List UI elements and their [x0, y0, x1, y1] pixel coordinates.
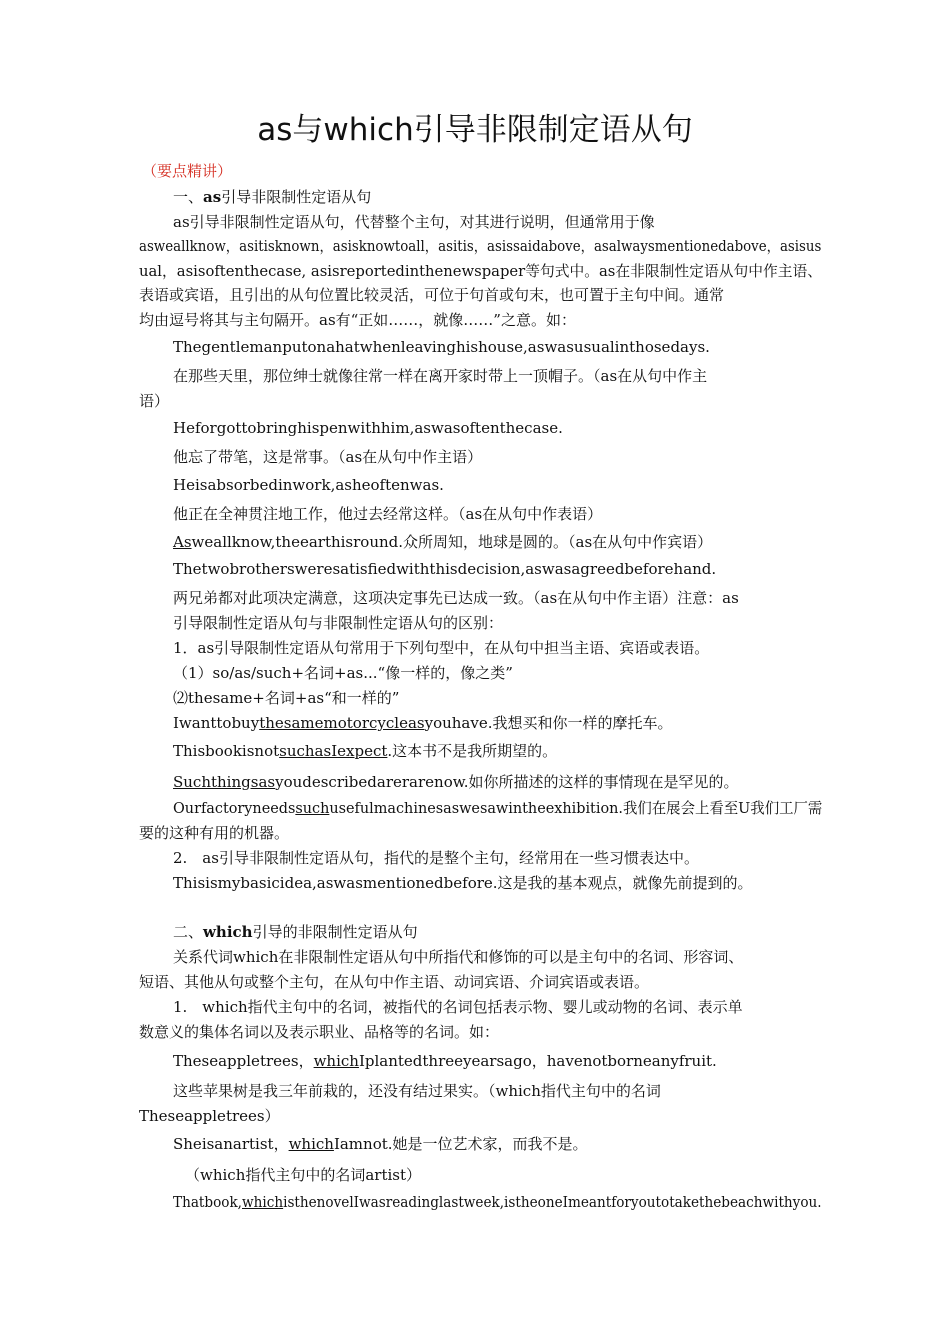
page-title: as与which引导非限制定语从句	[257, 112, 693, 148]
text-run: youdescribedarerarenow.如你所描述的这样的事情现在是罕见的。	[275, 773, 739, 791]
text-run: Thisismybasicidea,aswasmentionedbefore.这是我的基本观点，就像先前提到的。	[173, 874, 753, 892]
underlined-text: which	[242, 1193, 284, 1211]
underlined-text: As	[173, 533, 192, 551]
text-run: （which指代主句中的名词artist）	[185, 1166, 422, 1184]
text-line	[173, 847, 699, 869]
text-run: 短语、其他从句或整个主句，在从句中作主语、动词宾语、介词宾语或表语。	[139, 973, 650, 991]
text-line	[173, 446, 482, 468]
text-run: Thisbookisnot	[173, 742, 280, 760]
text-run: 要的这种有用的机器。	[139, 824, 290, 842]
text-run: （要点精讲）	[142, 162, 233, 180]
text-run: 1. which指代主句中的名词，被指代的名词包括表示物、婴儿或动物的名词、表示单	[173, 998, 743, 1016]
text-line	[173, 797, 822, 819]
text-run: 1．as引导限制性定语从句常用于下列句型中，在从句中担当主语、宾语或表语。	[173, 639, 710, 657]
text-line	[139, 971, 649, 993]
text-line	[173, 186, 371, 208]
text-run: 关系代词which在非限制性定语从句中所指代和修饰的可以是主句中的名词、形容词、	[173, 948, 744, 966]
text-line	[173, 637, 709, 659]
underlined-text: thesamemotorcycleas	[259, 714, 425, 732]
text-line	[173, 687, 399, 709]
text-run: Thatbook,	[173, 1193, 243, 1211]
text-run: weallknow,theearthisround.众所周知，地球是圆的。（as在从句中作宾语）	[191, 533, 713, 551]
text-line	[173, 211, 655, 233]
text-line	[139, 822, 289, 844]
text-line	[173, 996, 743, 1018]
text-run: Heisabsorbedinwork,asheoftenwas.	[173, 476, 444, 494]
underlined-text: suchasIexpect	[279, 742, 388, 760]
text-run: 2. as引导非限制性定语从句，指代的是整个主句，经常用在一些习惯表达中。	[173, 849, 699, 867]
text-run: Thegentlemanputonahatwhenleavinghishouse,aswasusualinthosedays.	[173, 338, 710, 356]
text-run: 二、	[173, 923, 204, 941]
text-line	[139, 1021, 499, 1043]
text-run: 表语或宾语，且引出的从句位置比较灵活，可位于句首或句末，也可置于主句中间。通常	[139, 286, 725, 304]
text-line	[185, 1164, 421, 1186]
text-line	[173, 921, 418, 943]
text-line	[173, 336, 710, 358]
text-run: 一、	[173, 188, 204, 206]
text-run: Ourfactoryneeds	[173, 799, 296, 817]
text-run: isthenovelIwasreadinglastweek,istheoneImeantforyoutotakethebeachwithyou.	[283, 1193, 822, 1211]
text-line	[173, 365, 707, 387]
text-line	[173, 1133, 588, 1155]
text-run: （1）so/as/such+名词+as...“像一样的，像之类”	[173, 664, 513, 682]
text-line	[173, 946, 743, 968]
bold-text: which	[203, 923, 253, 941]
text-line	[173, 612, 503, 634]
text-run: 两兄弟都对此项决定满意，这项决定事先已达成一致。（as在从句中作主语）注意：as	[173, 589, 739, 607]
text-line	[139, 1105, 280, 1127]
text-line	[139, 284, 724, 306]
text-run: Thetwobrothersweresatisfiedwiththisdecision,aswasagreedbeforehand.	[173, 560, 717, 578]
text-run: Iamnot.她是一位艺术家，而我不是。	[333, 1135, 588, 1153]
text-line	[173, 1191, 822, 1213]
text-run: Sheisanartist，	[173, 1135, 289, 1153]
text-run: 数意义的集体名词以及表示职业、品格等的名词。如：	[139, 1023, 500, 1041]
text-line	[139, 235, 821, 257]
underlined-text: such	[295, 799, 330, 817]
underlined-text: which	[288, 1135, 334, 1153]
text-run: 引导的非限制性定语从句	[252, 923, 418, 941]
text-run: asweallknow，asitisknown，asisknowtoall，asitis，asissaidabove，asalwaysmentionedabove，asisus	[139, 237, 822, 255]
text-run: Heforgottobringhispenwithhim,aswasoftenthecase.	[173, 419, 563, 437]
text-run: 他正在全神贯注地工作，他过去经常这样。（as在从句中作表语）	[173, 505, 603, 523]
text-run: Iplantedthreeyearsago，havenotborneanyfruit.	[358, 1052, 717, 1070]
underlined-text: Suchthingsas	[173, 773, 276, 791]
text-run: 这些苹果树是我三年前栽的，还没有结过果实。（which指代主句中的名词	[173, 1082, 661, 1100]
text-run: 引导非限制性定语从句	[221, 188, 372, 206]
text-run: Iwanttobuy	[173, 714, 260, 732]
text-line	[139, 309, 576, 331]
text-line	[139, 390, 169, 412]
text-line	[142, 160, 232, 182]
text-run: usefulmachinesaswesawintheexhibition.我们在展会上看至U我们工厂需	[329, 799, 823, 817]
text-run: Theseappletrees，	[173, 1052, 314, 1070]
text-line	[173, 712, 672, 734]
text-line	[139, 260, 822, 282]
text-line	[173, 1080, 661, 1102]
underlined-text: which	[313, 1052, 359, 1070]
text-line	[173, 771, 739, 793]
text-line	[173, 872, 753, 894]
text-line	[173, 503, 602, 525]
text-run: .这本书不是我所期望的。	[387, 742, 558, 760]
text-line	[173, 1050, 717, 1072]
text-line	[173, 740, 557, 762]
text-run: Theseappletrees）	[139, 1107, 280, 1125]
text-line	[173, 417, 563, 439]
text-line	[173, 531, 712, 553]
text-run: 他忘了带笔，这是常事。（as在从句中作主语）	[173, 448, 483, 466]
text-run: ⑵thesame+名词+as“和一样的”	[173, 689, 400, 707]
text-line	[173, 662, 513, 684]
text-run: youhave.我想买和你一样的摩托车。	[424, 714, 673, 732]
bold-text: as	[203, 188, 222, 206]
text-line	[173, 558, 716, 580]
text-run: 引导限制性定语从句与非限制性定语从句的区别：	[173, 614, 504, 632]
text-line	[173, 474, 444, 496]
text-run: 在那些天里，那位绅士就像往常一样在离开家时带上一顶帽子。（as在从句中作主	[173, 367, 708, 385]
text-run: ual，asisoftenthecase, asisreportedinthenewspaper等句式中。as在非限制性定语从句中作主语、	[139, 262, 823, 280]
text-run: 均由逗号将其与主句隔开。as有“正如……，就像……”之意。如：	[139, 311, 576, 329]
text-run: 语）	[139, 392, 170, 410]
text-run: as引导非限制性定语从句，代替整个主句，对其进行说明，但通常用于像	[173, 213, 655, 231]
text-line	[173, 587, 739, 609]
